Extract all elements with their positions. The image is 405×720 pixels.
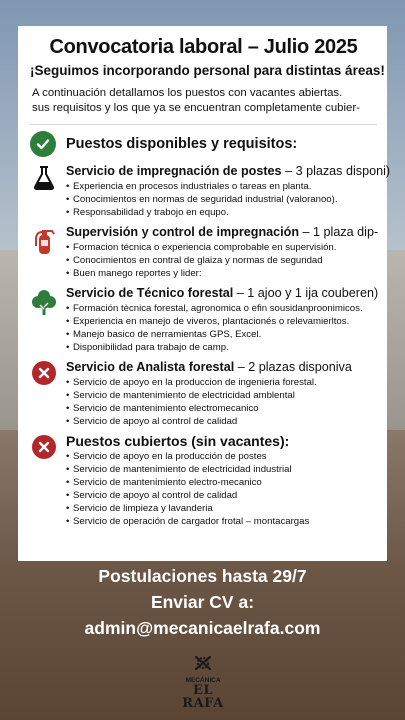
job-title: Servicio de Analista forestal: [66, 360, 235, 374]
covered-item: • Servicio de limpieza y lavanderia: [66, 502, 377, 515]
requirement-item: • Conocimientos en normas de seguridad industrial (valoranoo).: [66, 193, 377, 206]
requirement-item: • Formacion técnica o experiencia comprobable en supervisión.: [66, 241, 377, 254]
x-circle-icon: [32, 361, 56, 385]
covered-item: • Servicio de operación de cargador frotal – montacargas: [66, 515, 377, 528]
job-title: Servicio de Técnico forestal: [66, 286, 234, 300]
email-link[interactable]: admin@mecanicaelrafa.com: [84, 618, 321, 638]
intro-text: [32, 86, 377, 116]
job-item: [30, 359, 377, 428]
requirement-item: • Manejo basico de nerramientas GPS, Excel.: [66, 328, 377, 341]
job-item: [30, 285, 377, 354]
check-circle-icon: [30, 131, 56, 157]
divider: [30, 124, 377, 125]
requirements-list: [66, 180, 377, 219]
requirement-item: • Experiencia en manejo de viveros, plantacionés o relevamierltos.: [66, 315, 377, 328]
job-vacancies: – 2 plazas disponiva: [237, 360, 352, 374]
requirement-item: • Servicio de mantenimiento de electricidad amblental: [66, 389, 377, 402]
deadline-text: Postulaciones hasta 29/7: [98, 566, 307, 586]
requirements-list: [66, 302, 377, 354]
requirement-item: • Disponibilidad para trabajo de camp.: [66, 341, 377, 354]
covered-item: • Servicio de mantenimiento electro-mecanico: [66, 476, 377, 489]
wrench-gear-icon: [193, 658, 213, 675]
flask-icon: [32, 165, 56, 219]
job-vacancies: – 1 plaza dip-: [302, 225, 379, 239]
job-vacancies: – 1 ajoo y 1 ija couberen): [236, 286, 379, 300]
poster-title: Convocatoria laboral – Julio 2025: [49, 36, 358, 58]
available-heading-label: Puestos disponibles y requisitos:: [66, 136, 298, 152]
requirement-item: • Experiencia en procesos industriales o tareas en planta.: [66, 180, 377, 193]
logo-small-text: MECÁNICA: [185, 677, 221, 684]
footer: [0, 560, 405, 641]
requirement-item: • Responsabilidad y trabojo en equpo.: [66, 206, 377, 219]
requirements-list: [66, 241, 377, 280]
poster-subtitle: ¡Seguimos incorporando personal para distintas áreas!: [30, 63, 385, 78]
available-section-heading: [30, 131, 377, 157]
job-vacancies: – 3 plazas disponi): [285, 164, 391, 178]
requirement-item: • Servicio de apoyo en la produccion de ingenieria forestal.: [66, 376, 377, 389]
covered-item: • Servicio de apoyo al control de calidad: [66, 489, 377, 502]
covered-item: • Servicio de apoyo en la producción de postes: [66, 450, 377, 463]
requirements-list: [66, 376, 377, 428]
send-cv-text: Enviar CV a:: [150, 592, 255, 612]
requirement-item: • Buen manego reportes y lider:: [66, 267, 377, 280]
intro-line-1: A continuación detallamos los puestos con vacantes abiertas.: [32, 87, 343, 99]
brand-logo: [170, 655, 236, 710]
poster-card: [18, 26, 391, 561]
tree-icon: [31, 287, 57, 354]
requirement-item: • Servicio de mantenimiento electromecanico: [66, 402, 377, 415]
job-title: Servicio de impregnación de postes: [66, 164, 282, 178]
covered-positions-section: [30, 433, 377, 528]
intro-line-2: sus requisitos y los que ya se encuentran completamente cubier-: [32, 102, 360, 114]
requirement-item: • Formación tècnica forestal, agronomica o efin sousidanproonimicos.: [66, 302, 377, 315]
logo-big-text: EL RAFA: [182, 683, 224, 711]
x-circle-icon: [32, 435, 56, 459]
fire-extinguisher-icon: [33, 226, 55, 280]
job-item: [30, 163, 391, 219]
job-title: Supervisión y control de impregnación: [66, 225, 300, 239]
job-item: [30, 224, 377, 280]
covered-list: [66, 450, 377, 528]
covered-item: • Servicio de mantenimiento de electricidad industrial: [66, 463, 377, 476]
covered-heading: Puestos cubiertos (sin vacantes):: [66, 433, 290, 449]
requirement-item: • Servicio de apoyo al control de calidad: [66, 415, 377, 428]
requirement-item: • Conocimientos en contral de glaiza y normas de segundad: [66, 254, 377, 267]
